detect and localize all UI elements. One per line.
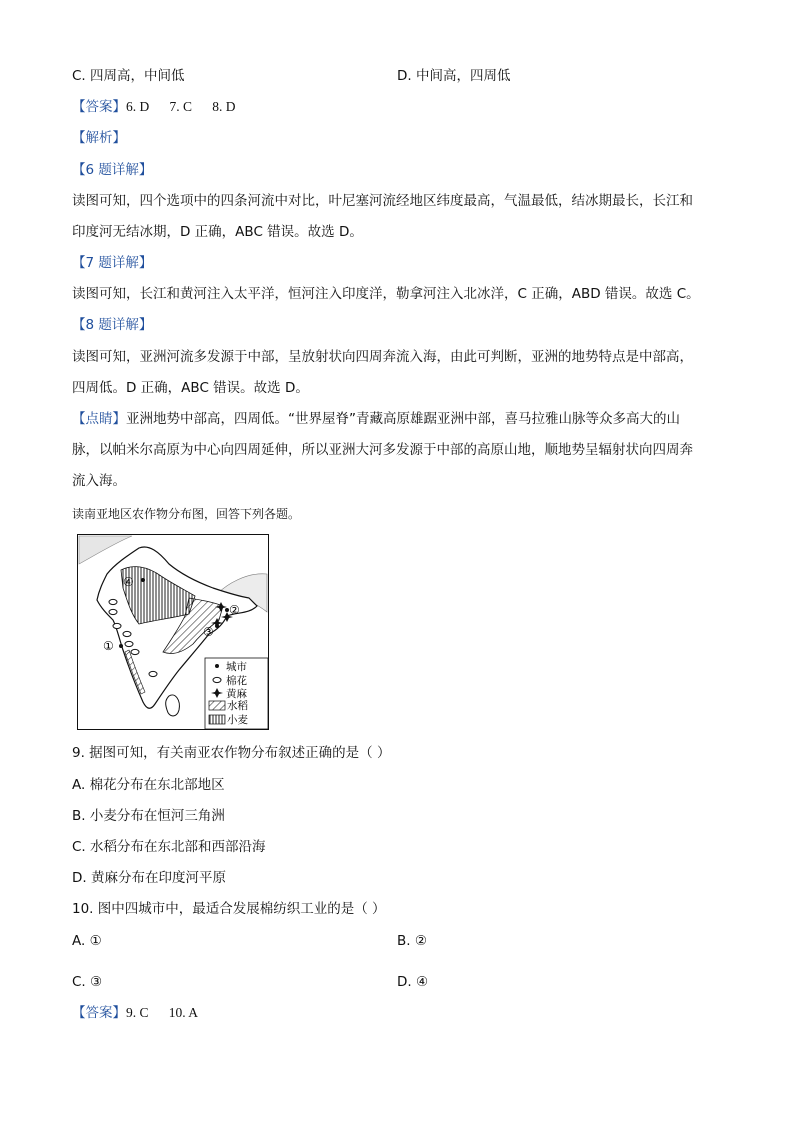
legend-cotton: 棉花 — [226, 675, 247, 687]
q10-option-c: C. ③ — [72, 974, 103, 990]
answer-block-1 — [72, 97, 236, 117]
legend-wheat: 小麦 — [227, 714, 248, 726]
legend-jute: 黄麻 — [226, 688, 247, 700]
q10-option-d: D. ④ — [397, 974, 429, 990]
marker-4: ④ — [123, 575, 134, 589]
q8-line1: 读图可知，亚洲河流多发源于中部，呈放射状向四周奔流入海，由此可判断，亚洲的地势特点是中部高， — [72, 349, 693, 365]
q7-line1: 读图可知，长江和黄河注入太平洋，恒河注入印度洋，勒拿河注入北冰洋，C 正确，ABD 错误。故选 C。 — [72, 286, 700, 302]
q9-option-d: D. 黄麻分布在印度河平原 — [72, 870, 226, 886]
analysis-tag: 【解析】 — [72, 130, 126, 146]
answer-block-2 — [72, 1003, 198, 1023]
map-legend — [205, 658, 268, 729]
tip-text1: 亚洲地势中部高，四周低。“世界屋脊”青藏高原雄踞亚洲中部，喜马拉雅山脉等众多高大的山 — [126, 411, 680, 427]
q6-line2: 印度河无结冰期，D 正确，ABC 错误。故选 D。 — [72, 224, 363, 240]
q8-option-d: D. 中间高，四周低 — [397, 68, 511, 84]
q9-option-a: A. 棉花分布在东北部地区 — [72, 777, 225, 793]
tip-line2: 脉，以帕米尔高原为中心向四周延伸，所以亚洲大河多发源于中部的高原山地，顺地势呈辐射状向四周奔 — [72, 442, 693, 458]
cotton-icon — [213, 677, 221, 682]
q9-option-b: B. 小麦分布在恒河三角洲 — [72, 808, 225, 824]
q10-option-b: B. ② — [397, 933, 427, 949]
q6-line1: 读图可知，四个选项中的四条河流中对比，叶尼塞河流经地区纬度最高，气温最低，结冰期最长，长江和 — [72, 193, 693, 209]
tip-line1 — [72, 409, 680, 429]
question-intro: 读南亚地区农作物分布图，回答下列各题。 — [72, 507, 301, 521]
q10-stem: 10. 图中四城市中，最适合发展棉纺织工业的是（ ） — [72, 901, 386, 917]
rice-icon — [209, 701, 225, 710]
south-asia-crop-map — [77, 534, 269, 730]
q6-tag: 【6 题详解】 — [72, 162, 153, 178]
marker-3: ③ — [203, 625, 214, 639]
legend-rice: 水稻 — [227, 700, 248, 712]
q10-option-a: A. ① — [72, 933, 102, 949]
tip-tag: 【点睛】 — [72, 411, 126, 427]
sri-lanka-outline — [166, 695, 180, 716]
q8-option-c: C. 四周高，中间低 — [72, 68, 185, 84]
answer-text: 6. D 7. C 8. D — [126, 99, 236, 114]
answer-tag-2: 【答案】 — [72, 1005, 126, 1021]
legend-city: 城市 — [226, 661, 247, 673]
tip-line3: 流入海。 — [72, 473, 126, 489]
q7-tag: 【7 题详解】 — [72, 255, 153, 271]
city-icon — [215, 664, 219, 668]
q8-line2: 四周低。D 正确，ABC 错误。故选 D。 — [72, 380, 309, 396]
answer-text-2: 9. C 10. A — [126, 1005, 199, 1020]
wheat-icon — [209, 715, 225, 724]
marker-2: ② — [229, 603, 240, 617]
marker-1: ① — [103, 639, 114, 653]
q9-option-c: C. 水稻分布在东北部和西部沿海 — [72, 839, 266, 855]
q9-stem: 9. 据图可知，有关南亚农作物分布叙述正确的是（ ） — [72, 745, 391, 761]
q8-tag: 【8 题详解】 — [72, 317, 153, 333]
answer-tag: 【答案】 — [72, 99, 126, 115]
